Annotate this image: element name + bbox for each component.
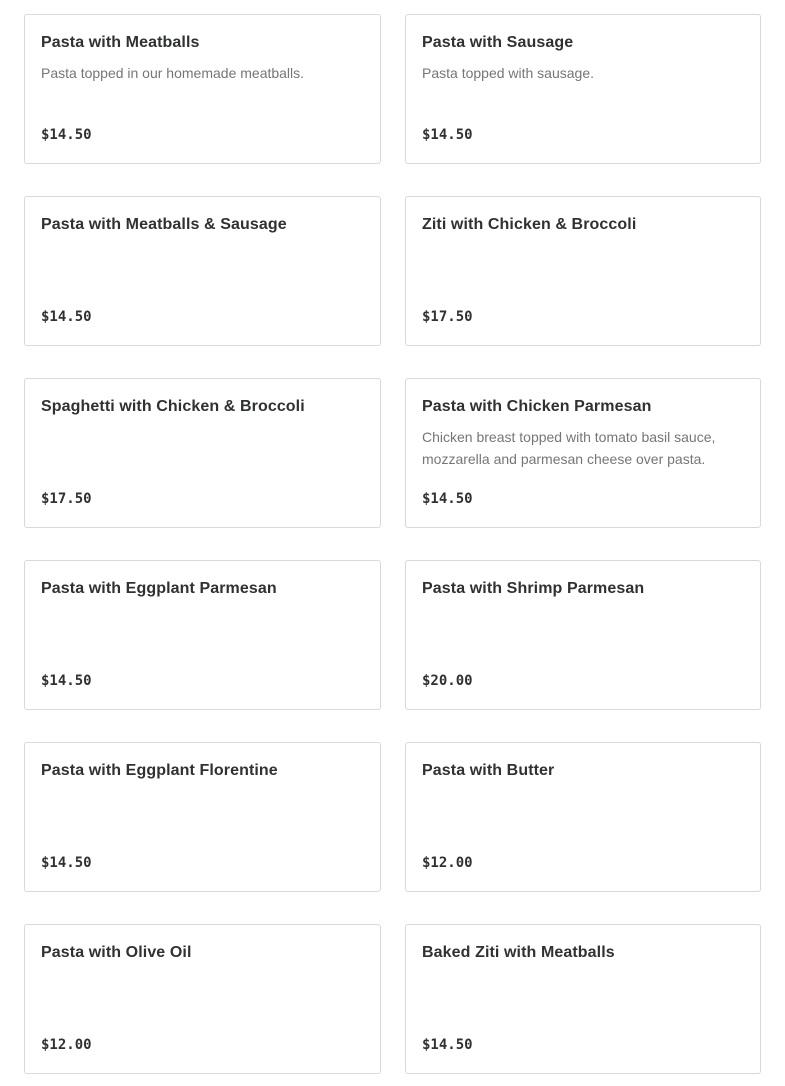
menu-item-name: Pasta with Eggplant Parmesan [41,580,277,597]
menu-item-name: Ziti with Chicken & Broccoli [422,216,637,233]
menu-item-name: Pasta with Olive Oil [41,944,192,961]
menu-item-card[interactable] [405,742,761,892]
menu-item-name: Pasta with Meatballs [41,34,200,51]
menu-item-name: Pasta with Butter [422,762,555,779]
menu-item-price: $12.00 [422,855,473,871]
menu-item-card[interactable] [24,742,381,892]
menu-item-card[interactable] [24,924,381,1074]
menu-item-name: Spaghetti with Chicken & Broccoli [41,398,305,415]
menu-item-name: Pasta with Sausage [422,34,574,51]
menu-item-price: $17.50 [422,309,473,325]
menu-item-price: $14.50 [41,673,92,689]
menu-item-name: Pasta with Shrimp Parmesan [422,580,645,597]
menu-item-card[interactable] [24,196,381,346]
menu-item-price: $12.00 [41,1037,92,1053]
menu-item-card[interactable] [24,378,381,528]
menu-item-price: $14.50 [422,127,473,143]
menu-item-price: $14.50 [41,855,92,871]
menu-item-card[interactable] [24,14,381,164]
menu-item-description: Pasta topped with sausage. [422,65,595,81]
menu-item-description: Chicken breast topped with tomato basil sauce, mozzarella and parmesan cheese over pasta. [422,429,716,467]
menu-item-price: $17.50 [41,491,92,507]
menu-item-price: $14.50 [422,491,473,507]
menu-item-card[interactable] [24,560,381,710]
menu-item-name: Pasta with Meatballs & Sausage [41,216,287,233]
menu-item-card[interactable] [405,378,761,528]
menu-item-description: Pasta topped in our homemade meatballs. [41,65,305,81]
menu-item-price: $14.50 [41,127,92,143]
menu-item-price: $14.50 [41,309,92,325]
menu-item-card[interactable] [405,560,761,710]
menu-item-card[interactable] [405,14,761,164]
menu-item-card[interactable] [405,196,761,346]
menu-item-price: $20.00 [422,673,473,689]
menu-item-name: Pasta with Eggplant Florentine [41,762,278,779]
menu-item-name: Baked Ziti with Meatballs [422,944,615,961]
menu-item-card[interactable] [405,924,761,1074]
menu-item-price: $14.50 [422,1037,473,1053]
menu-item-name: Pasta with Chicken Parmesan [422,398,652,415]
